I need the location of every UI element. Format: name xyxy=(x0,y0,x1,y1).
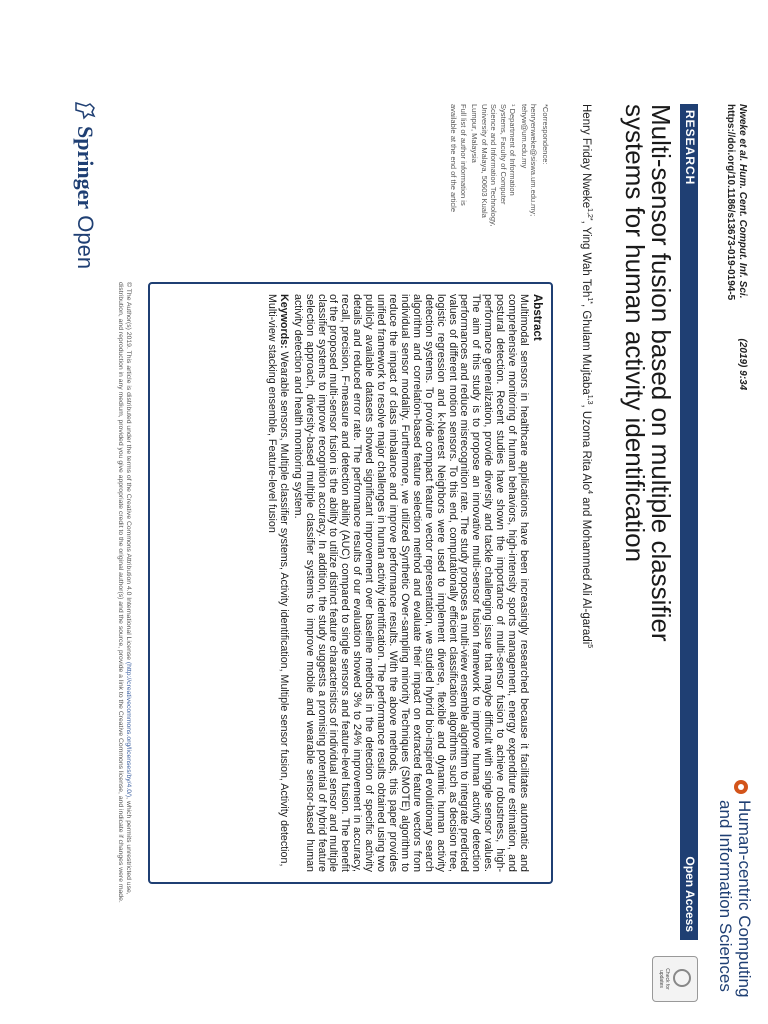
check-updates-label: Check for updates xyxy=(658,968,670,990)
citation-journal: Nweke et al. Hum. Cent. Comput. Inf. Sci. xyxy=(737,104,748,299)
citation xyxy=(724,104,748,390)
correspondence-label: *Correspondence: xyxy=(541,104,550,165)
author-name: Mohammed Ali Al-garadi xyxy=(580,519,593,645)
author-affiliation-mark: 4 xyxy=(586,490,593,495)
research-label: RESEARCH xyxy=(683,110,697,186)
citation-year: (2019) 9:34 xyxy=(737,338,748,391)
author-affiliation-mark: 1* xyxy=(586,297,593,304)
abstract-heading: Abstract xyxy=(531,294,543,341)
check-updates-icon xyxy=(673,969,691,987)
author-name: Ghulam Mujtaba xyxy=(580,310,593,395)
affiliation-note: ¹ Department of Information Systems, Faculty of Computer Science and Information Technology, University of Malaya, 50603 Kuala Lumpur, Malaysia xyxy=(470,104,518,227)
author-affiliation-mark: 1,3 xyxy=(586,394,593,405)
springer-horse-icon xyxy=(74,100,96,120)
license-text-after: , which permits unrestricted use, distribution, and reproduction in any medium, provided you give appropriate credit to the original author(s) and the source, provide a link to the Creative Commons license, and indicate if changes were made. xyxy=(116,282,132,903)
author-affiliation-mark: 1,2* xyxy=(586,208,593,221)
keywords xyxy=(265,294,289,872)
author-name: Henry Friday Nweke xyxy=(580,104,593,209)
doi-link[interactable]: https://doi.org/10.1186/s13673-019-0194-5 xyxy=(725,104,736,301)
license-url[interactable]: (http://creativecommons.org/licenses/by/4.0/) xyxy=(125,661,132,798)
publisher-name: Springer Open xyxy=(73,126,98,270)
abstract-box xyxy=(148,282,553,884)
license-text-before: © The Author(s) 2019. This article is distributed under the terms of the Creative Commons Attribution 4.0 International License xyxy=(125,282,132,662)
springer-open-logo xyxy=(60,100,100,320)
full-author-info-note: Full list of author information is available at the end of the article xyxy=(449,104,468,212)
abstract-text: Multimodal sensors in healthcare applications have been increasingly researched because it facilitates automatic and comprehensive monitoring of human behaviors, high-intensity sports management, energy expenditure estimation, and postural detection. Recent studies have shown the importance of multi-sensor fusion to achieve robustness, high-performance generalization, provide diversity and tackle challenging issue that maybe difficult with single sensor values. The aim of this study is to propose an innovative multi-sensor fusion framework to improve human activity detection performances and reduce misrecognition rate. The study proposes a multi-view ensemble algorithm to integrate predicted values of different motion sensors. To this end, computationally efficient classification algorithms such as decision tree, logistic regression and k-Nearest Neighbors were used to implement diverse, flexible and dynamic human activity detection systems. To provide compact feature vector representation, we studied hybrid bio-inspired evolutionary search algorithm and correlation-based feature selection method and evaluate their impact on extracted feature vectors from individual sensor modality. Furthermore, we utilized Synthetic Over-sampling minority Techniques (SMOTE) algorithm to reduce the impact of class imbalance and improve performance results. With the above methods, this paper provides unified framework to resolve major challenges in human activity identification. The performance results obtained using two publicly available datasets showed significant improvement over baseline methods in the detection of specific activity details and reduced error rate. The performance results of our evaluation showed 3% to 24% improvement in accuracy, recall, precision, F-measure and detection ability (AUC) compared to single sensors and feature-level fusion. The benefit of the proposed multi-sensor fusion is the ability to utilize distinct feature characteristics of individual sensor and multiple classifier systems to improve recognition accuracy. In addition, the study suggests a promising potential of hybrid feature selection approach, diversity-based multiple classifier systems to improve mobile and wearable sensor-based human activity detection and health monitoring system. xyxy=(291,294,530,872)
article-title: Multi-sensor fusion based on multiple classifier systems for human activity identification xyxy=(620,104,676,642)
correspondence-sidebar xyxy=(447,104,550,228)
journal-name: Human-centric Computing and Information Sciences xyxy=(716,800,754,998)
keywords-label: Keywords: xyxy=(277,294,290,349)
correspondence-emails[interactable]: henryenweke@siswa.um.edu.my; tehyw@um.edu.my xyxy=(520,104,539,217)
article-type-banner xyxy=(680,104,698,940)
author-name: Ying Wah Teh xyxy=(580,226,593,298)
author-list: Henry Friday Nweke$^{1,2*}$, Ying Wah Teh$^{1*}$, Ghulam Mujtaba$^{1,3}$, Uzoma Rita Alo$^4$ and Mohammed Ali Al-garadi$^5$ xyxy=(580,104,593,649)
author-name: Uzoma Rita Alo xyxy=(580,410,593,491)
journal-logo xyxy=(706,780,754,1010)
author-affiliation-mark: 5 xyxy=(586,644,593,649)
check-for-updates-badge[interactable] xyxy=(652,956,698,1002)
journal-logo-icon xyxy=(734,780,748,794)
license-statement xyxy=(116,282,132,922)
keywords-list: Wearable sensors, Multiple classifier systems, Activity identification, Multiple sensor fusion, Activity detection, Multi-view stacking ensemble, Feature-level fusion xyxy=(265,294,290,867)
open-access-label: Open Access xyxy=(683,856,697,932)
